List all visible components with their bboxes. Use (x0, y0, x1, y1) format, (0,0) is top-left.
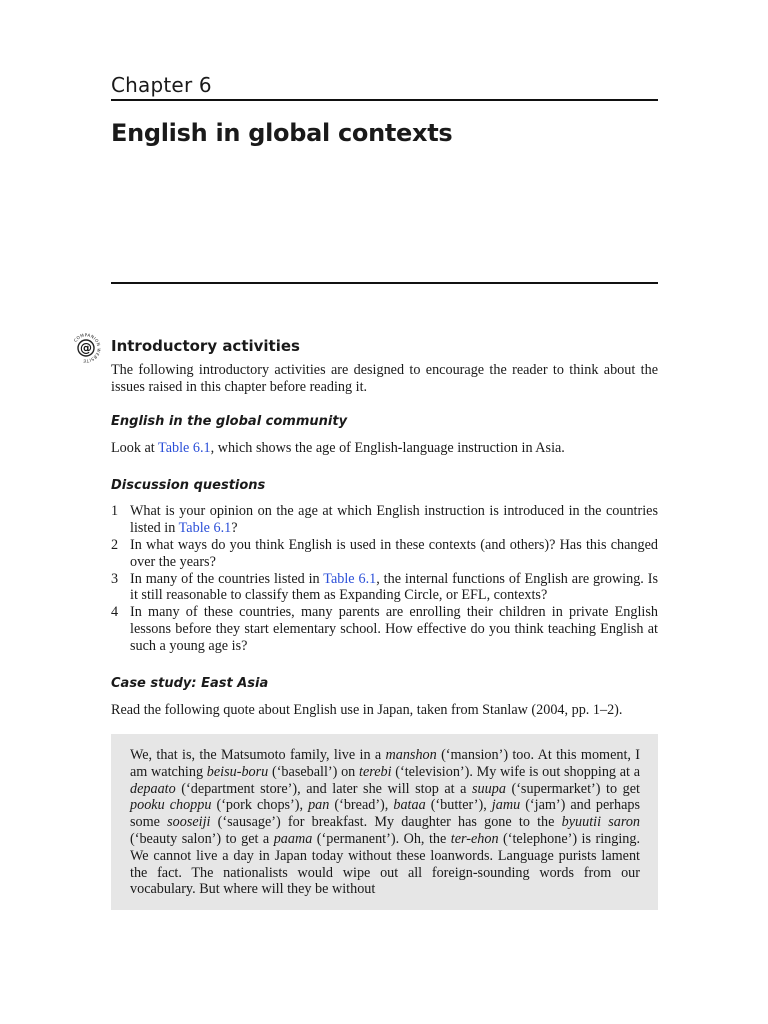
loanword: bataa (393, 797, 426, 814)
question-number: 4 (111, 604, 119, 621)
text-after-link: , which shows the age of English-language instruction in Asia. (210, 439, 565, 456)
question-text: In many of these countries, many parents are enrolling their children in private English lessons before they start elementary school. How effective do you think teaching English at such a young age is? (130, 604, 658, 654)
question-text: ? (231, 520, 238, 537)
loanword: terebi (359, 763, 392, 780)
discussion-heading: Discussion questions (111, 478, 266, 494)
loanword: manshon (385, 747, 437, 763)
chapter-label: Chapter 6 (111, 73, 212, 97)
quote-fragment: (‘pork chops’), (211, 797, 309, 814)
quote-fragment: (‘permanent’). Oh, the (312, 830, 451, 847)
question-number: 1 (111, 503, 119, 520)
quote-fragment: We, that is, the Matsumoto family, live in a (130, 747, 386, 763)
question-text: , the internal functions of English are growing. Is it still reasonable to classify them as Expanding Circle, or EFL, contexts? (130, 570, 658, 604)
loanword: suupa (472, 780, 506, 797)
intro-heading: Introductory activities (111, 337, 300, 355)
case-study-heading: Case study: East Asia (111, 675, 269, 691)
loanword: beisu-boru (206, 763, 269, 780)
companion-website-icon[interactable] (70, 332, 102, 364)
question-text: In what ways do you think English is used in these contexts (and others)? Has this changed over the years? (130, 536, 658, 570)
quote-fragment: (‘television’). My wife is out shopping at a (391, 763, 640, 780)
discussion-question-3 (111, 571, 658, 605)
loanword: byuutii saron (561, 814, 641, 831)
quote-fragment: (‘baseball’) on (268, 763, 359, 780)
loanword: pooku choppu (130, 797, 212, 814)
quote-box (111, 734, 658, 910)
table-6-1-link[interactable]: Table 6.1 (158, 439, 211, 456)
quote-text (130, 747, 640, 898)
header-rule-top (111, 99, 658, 101)
question-number: 2 (111, 536, 119, 553)
global-community-heading: English in the global community (111, 413, 348, 429)
chapter-content (111, 336, 658, 718)
loanword: sooseiji (167, 814, 211, 831)
question-text: In many of the countries listed in (130, 570, 324, 587)
quote-fragment: (‘supermarket’) to get (505, 780, 640, 797)
discussion-question-2 (111, 537, 658, 571)
text-before-link: Look at (111, 439, 159, 456)
discussion-list (111, 503, 658, 654)
table-6-1-link[interactable]: Table 6.1 (323, 570, 377, 587)
discussion-question-4 (111, 604, 658, 654)
loanword: depaato (130, 780, 176, 797)
global-community-paragraph (111, 440, 658, 457)
intro-paragraph: The following introductory activities are designed to encourage the reader to think about the issues raised in this chapter before reading it. (111, 362, 658, 395)
loanword: pan (308, 797, 330, 814)
quote-fragment: (‘mansion’) too. At this moment, I am watching (130, 747, 640, 780)
quote-fragment: (‘butter’), (425, 797, 492, 814)
companion-ring-text: COMPANION WEBSITE (72, 332, 102, 364)
quote-fragment: (‘sausage’) for breakfast. My daughter has gone to the (210, 814, 562, 831)
case-study-paragraph: Read the following quote about English use in Japan, taken from Stanlaw (2004, pp. 1–2). (111, 701, 623, 718)
question-number: 3 (111, 570, 119, 587)
header-rule-bottom (111, 282, 658, 284)
quote-fragment: (‘bread’), (329, 797, 394, 814)
loanword: jamu (491, 797, 521, 814)
quote-fragment: (‘beauty salon’) to get a (130, 830, 274, 847)
discussion-question-1 (111, 503, 658, 537)
table-6-1-link[interactable]: Table 6.1 (178, 520, 232, 537)
loanword: ter-ehon (450, 830, 499, 847)
quote-fragment: (‘jam’) and perhaps some (130, 797, 641, 831)
chapter-title: English in global contexts (111, 119, 453, 147)
quote-fragment: (‘department store’), and later she will stop at a (175, 780, 473, 797)
loanword: paama (273, 830, 313, 847)
quote-fragment: (‘telephone’) is ringing. We cannot live a day in Japan today without these loanwords. Language purists lament the fact. The nationalists would wipe out all foreign-sounding words from our vocabulary. But where will they be without (130, 830, 641, 898)
at-symbol: @ (80, 341, 92, 356)
question-text: What is your opinion on the age at which English instruction is introduced in the countries listed in (130, 503, 658, 537)
